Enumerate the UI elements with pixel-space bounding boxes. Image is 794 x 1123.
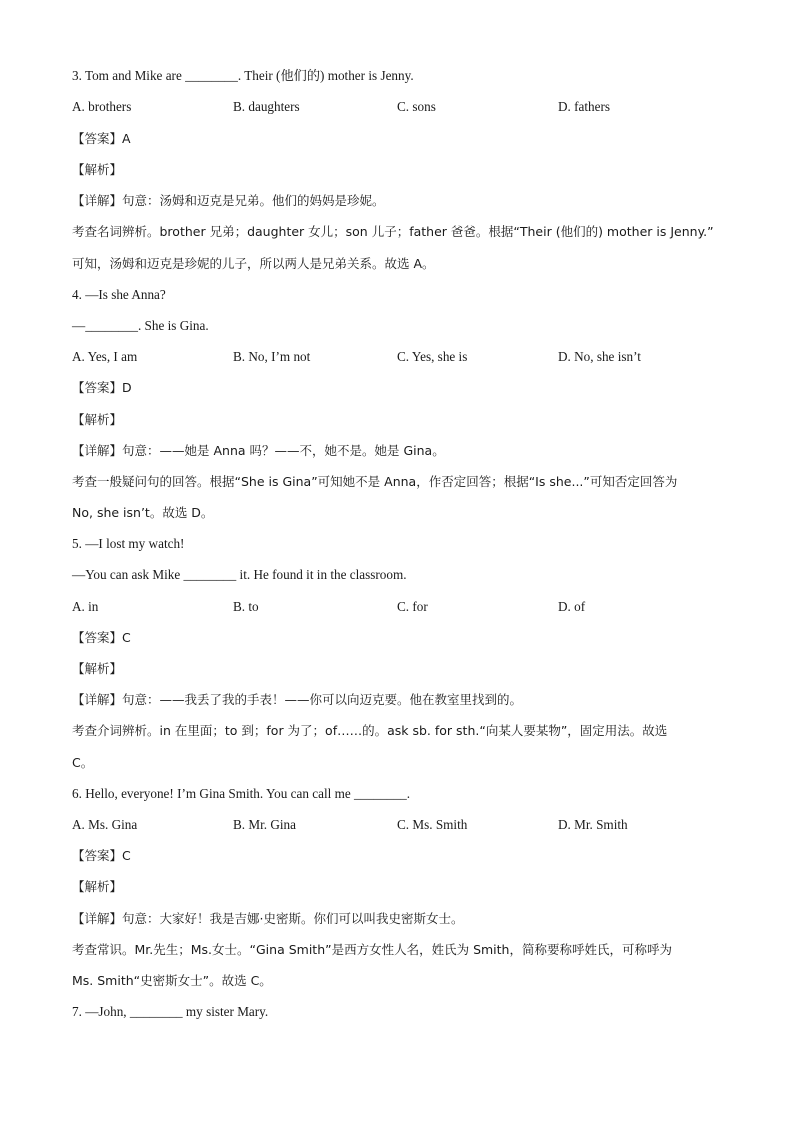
question-7-stem: 7. —John, ________ my sister Mary. bbox=[72, 1004, 269, 1019]
question-3-stem: 3. Tom and Mike are ________. Their (他们的) mother is Jenny. bbox=[72, 68, 414, 83]
question-6-explanation-line-2: Ms. Smith“史密斯女士”。故选 C。 bbox=[72, 973, 272, 988]
question-4-analysis-label: 【解析】 bbox=[72, 412, 123, 427]
question-4-option-d: D. No, she isn’t bbox=[558, 349, 641, 364]
question-3-option-b: B. daughters bbox=[233, 99, 300, 114]
question-4-explanation-line-1: 考查一般疑问句的回答。根据“She is Gina”可知她不是 Anna，作否定回答；根据“Is she...”可知否定回答为 bbox=[72, 474, 678, 489]
question-3-detail: 【详解】句意：汤姆和迈克是兄弟。他们的妈妈是珍妮。 bbox=[72, 193, 385, 208]
question-5-stem-line-2: —You can ask Mike ________ it. He found it in the classroom. bbox=[72, 567, 407, 582]
question-6-option-b: B. Mr. Gina bbox=[233, 817, 297, 832]
question-5-detail: 【详解】句意：——我丢了我的手表！——你可以向迈克要。他在教室里找到的。 bbox=[72, 692, 523, 707]
question-5-option-d: D. of bbox=[558, 599, 586, 614]
question-6-answer: 【答案】C bbox=[72, 848, 131, 863]
question-4-stem-line-1: 4. —Is she Anna? bbox=[72, 287, 166, 302]
question-5-answer: 【答案】C bbox=[72, 630, 131, 645]
question-6-option-c: C. Ms. Smith bbox=[397, 817, 468, 832]
question-6-option-d: D. Mr. Smith bbox=[558, 817, 628, 832]
question-3-answer: 【答案】A bbox=[72, 131, 131, 146]
question-5-option-c: C. for bbox=[397, 599, 428, 614]
question-3-analysis-label: 【解析】 bbox=[72, 162, 123, 177]
question-5-option-a: A. in bbox=[72, 599, 99, 614]
question-4-option-b: B. No, I’m not bbox=[233, 349, 311, 364]
question-6-analysis-label: 【解析】 bbox=[72, 879, 123, 894]
question-3-option-d: D. fathers bbox=[558, 99, 610, 114]
question-4-option-c: C. Yes, she is bbox=[397, 349, 468, 364]
question-3-explanation-line-1: 考查名词辨析。brother 兄弟；daughter 女儿；son 儿子；father 爸爸。根据“Their (他们的) mother is Jenny.” bbox=[72, 224, 714, 239]
question-5-analysis-label: 【解析】 bbox=[72, 661, 123, 676]
question-4-option-a: A. Yes, I am bbox=[72, 349, 138, 364]
question-3-option-a: A. brothers bbox=[72, 99, 132, 114]
question-6-stem: 6. Hello, everyone! I’m Gina Smith. You can call me ________. bbox=[72, 786, 411, 801]
question-3-explanation-line-2: 可知，汤姆和迈克是珍妮的儿子，所以两人是兄弟关系。故选 A。 bbox=[72, 256, 435, 271]
question-5-option-b: B. to bbox=[233, 599, 259, 614]
question-4-stem-line-2: —________. She is Gina. bbox=[72, 318, 209, 333]
question-6-option-a: A. Ms. Gina bbox=[72, 817, 138, 832]
question-4-explanation-line-2: No, she isn’t。故选 D。 bbox=[72, 505, 214, 520]
question-5-explanation-line-1: 考查介词辨析。in 在里面；to 到；for 为了；of……的。ask sb. for sth.“向某人要某物”，固定用法。故选 bbox=[72, 723, 668, 738]
question-3-option-c: C. sons bbox=[397, 99, 436, 114]
question-6-detail: 【详解】句意：大家好！我是吉娜·史密斯。你们可以叫我史密斯女士。 bbox=[72, 911, 464, 926]
question-4-detail: 【详解】句意：——她是 Anna 吗？——不，她不是。她是 Gina。 bbox=[72, 443, 445, 458]
question-5-stem-line-1: 5. —I lost my watch! bbox=[72, 536, 185, 551]
question-4-answer: 【答案】D bbox=[72, 380, 132, 395]
question-6-explanation-line-1: 考查常识。Mr.先生；Ms.女士。“Gina Smith”是西方女性人名，姓氏为 Smith，简称要称呼姓氏，可称呼为 bbox=[72, 942, 672, 957]
question-5-explanation-line-2: C。 bbox=[72, 755, 94, 770]
